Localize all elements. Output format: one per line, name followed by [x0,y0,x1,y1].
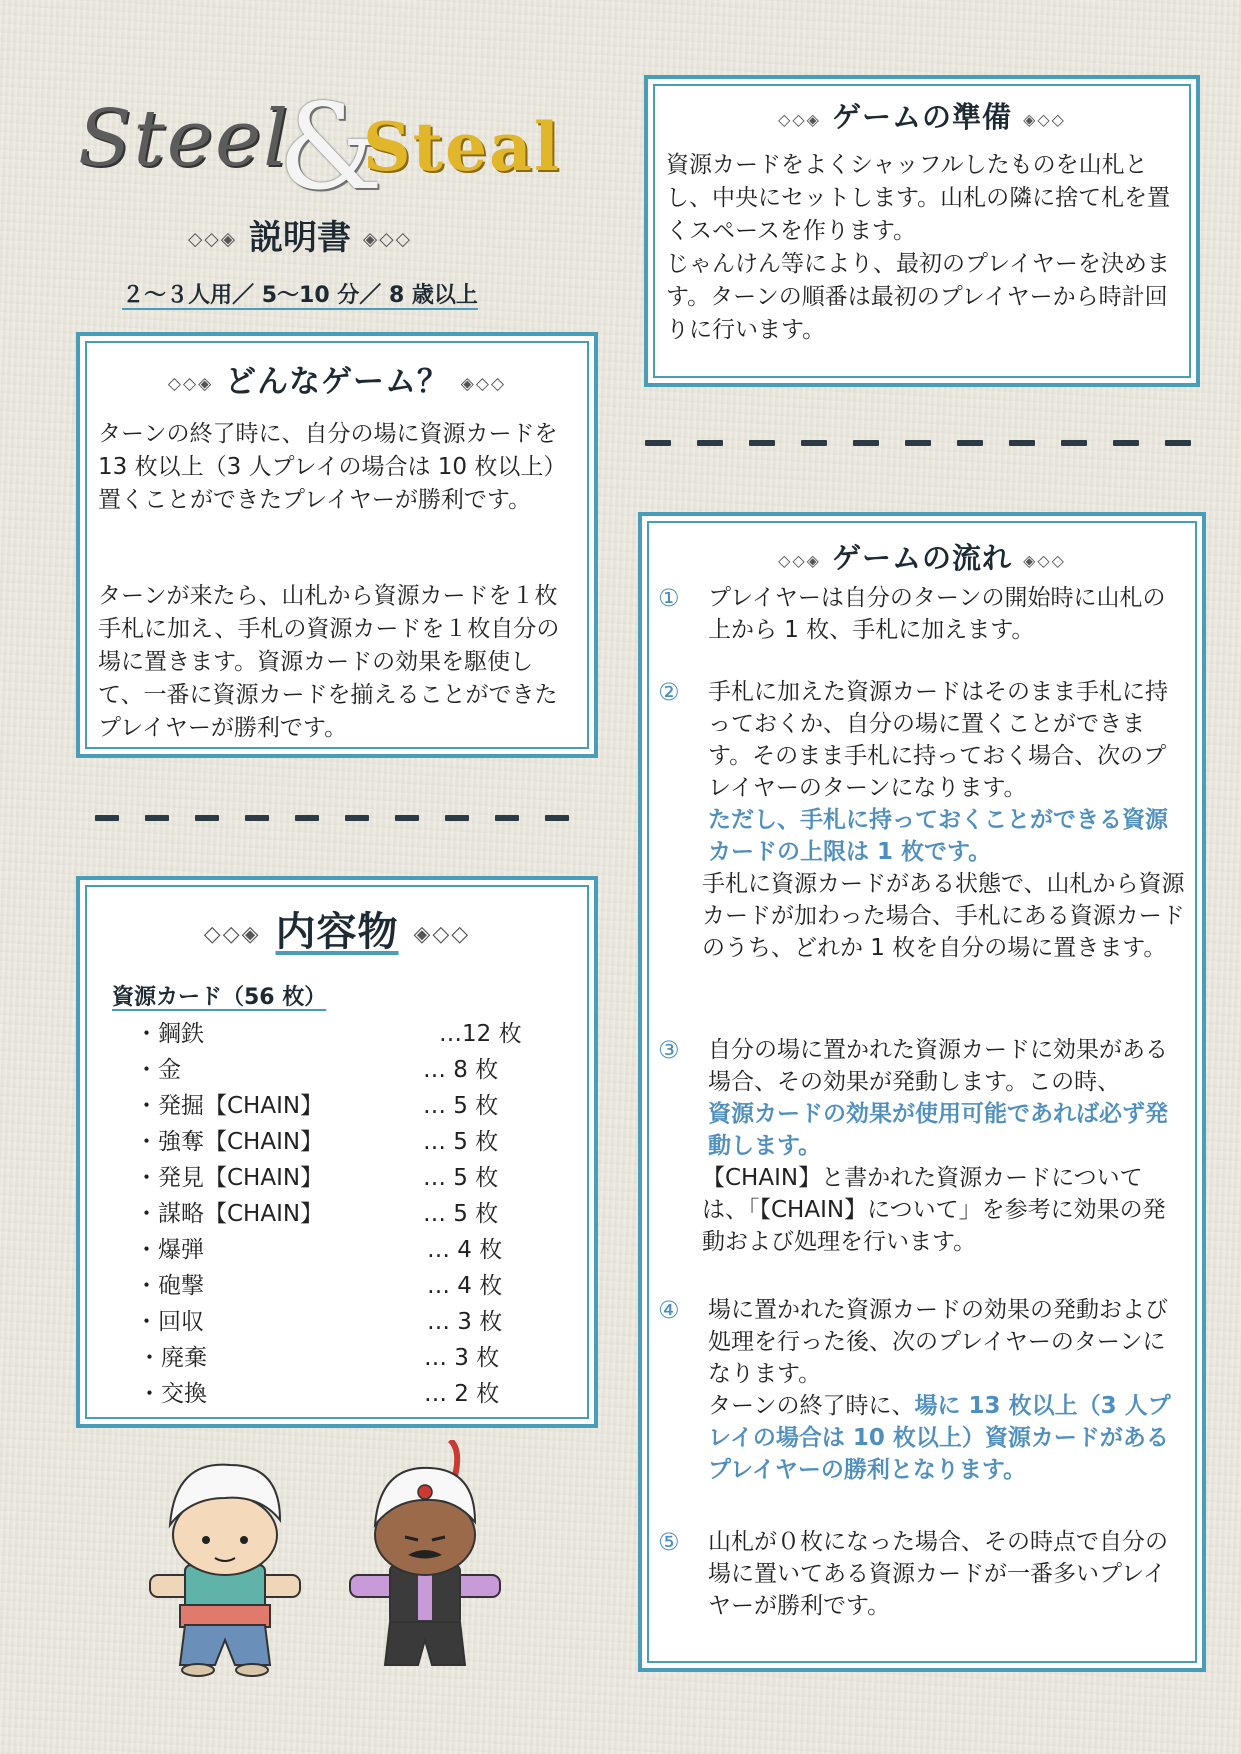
flow-step-5: ⑤ 山札が０枚になった場合、その時点で自分の場に置いてある資源カードが一番多いプレイヤーが勝利です。 [658,1528,1168,1619]
logo-ampersand: & [278,78,384,216]
step-number: ③ [658,1036,680,1064]
flow-step-4: ④ 場に置かれた資源カードの効果の発動および処理を行った後、次のプレイヤーのターンになります。 ターンの終了時に、場に 13 枚以上（3 人プレイの場合は 10 枚以上）資源カードがあるプレイヤーの勝利となります。 [658,1296,1171,1483]
diamond-ornament-icon: ◇◇◈ [188,229,238,250]
diamond-ornament-icon: ◇◇◈ [203,921,261,947]
step-number: ④ [658,1296,680,1324]
what-game-box [76,332,598,758]
character-man-icon [350,1440,500,1665]
character-boy-icon [150,1465,300,1676]
what-game-para1: ターンの終了時に、自分の場に資源カードを 13 枚以上（3 人プレイの場合は 10 枚以上）置くことができたプレイヤーが勝利です。 [98,421,567,513]
what-game-para2: ターンが来たら、山札から資源カードを１枚手札に加え、手札の資源カードを１枚自分の場に置きます。資源カードの効果を駆使して、一番に資源カードを揃えることができたプレイヤーが勝利です。 [98,583,560,741]
contents-title [80,900,594,957]
flow-box [638,512,1206,1672]
contents-subtitle: 資源カード（56 枚） [112,985,327,1010]
logo-steel: Steel [78,94,291,184]
diamond-ornament-icon: ◈◇◇ [460,373,507,394]
flow-title-text: ゲームの流れ [831,541,1012,575]
diamond-ornament-icon: ◈◇◇ [1023,109,1066,129]
what-game-title [80,356,594,401]
logo-steal: Steal [363,108,561,186]
step-number: ① [658,584,680,612]
diamond-ornament-icon: ◈◇◇ [413,921,471,947]
contents-title-text: 内容物 [275,909,399,955]
step-number: ② [658,678,680,706]
game-meta: ２～３人用／ 5～10 分／ 8 歳以上 [122,283,478,308]
manual-title-text: 説明書 [249,218,351,258]
manual-title [70,210,530,259]
diamond-ornament-icon: ◇◇◈ [778,550,821,570]
prep-title-text: ゲームの準備 [831,100,1012,134]
prep-text: 資源カードをよくシャッフルしたものを山札とし、中央にセットします。山札の隣に捨て札を置くスペースを作ります。 じゃんけん等により、最初のプレイヤーを決めます。ターンの順番は最初のプレイヤーから時計回りに行います。 [666,152,1171,343]
diamond-ornament-icon: ◈◇◇ [362,229,412,250]
flow-title [642,536,1202,577]
diamond-ornament-icon: ◇◇◈ [167,373,214,394]
what-game-title-text: どんなゲーム？ [225,364,449,400]
step-number: ⑤ [658,1528,680,1556]
flow-step-1: ① プレイヤーは自分のターンの開始時に山札の上から 1 枚、手札に加えます。 [658,584,1166,643]
prep-title [648,95,1196,136]
flow-step-2: ② 手札に加えた資源カードはそのまま手札に持っておくか、自分の場に置くことができます。そのまま手札に持っておく場合、次のプレイヤーのターンになります。 ただし、手札に持っておくことができる資源カードの上限は 1 枚です。 手札に資源カードがある状態で、山札から資源カードが加わった場合、手札にある資源カードのうち、どれか 1 枚を自分の場に置きます。 [658,678,1185,961]
diamond-ornament-icon: ◈◇◇ [1023,550,1066,570]
logo [78,78,588,216]
character-illustrations [140,1440,540,1680]
flow-step-3: ③ 自分の場に置かれた資源カードに効果がある場合、その効果が発動します。この時、 資源カードの効果が使用可能であれば必ず発動します。 【CHAIN】と書かれた資源カードについては、「【CHAIN】について」を参考に効果の発動および処理を行います。 [658,1036,1168,1255]
diamond-ornament-icon: ◇◇◈ [778,109,821,129]
prep-box [644,75,1200,387]
contents-box: ◇◇◈ 内容物 ◈◇◇ 資源カード（56 枚） ・鋼鉄 …12 枚 ・金 … 8 枚 ・発掘【CHAIN】 … 5 枚 ・強奪【CHAIN】 … 5 枚 ・発見【CHAIN】 … 5 枚 ・謀略【CHAIN】 … 5 枚 ・爆弾 … 4 枚 ・砲撃 … 4 枚 ・回収 … 3 枚 ・廃棄 … 3 枚 ・交換 … 2 枚 [76,876,598,1428]
